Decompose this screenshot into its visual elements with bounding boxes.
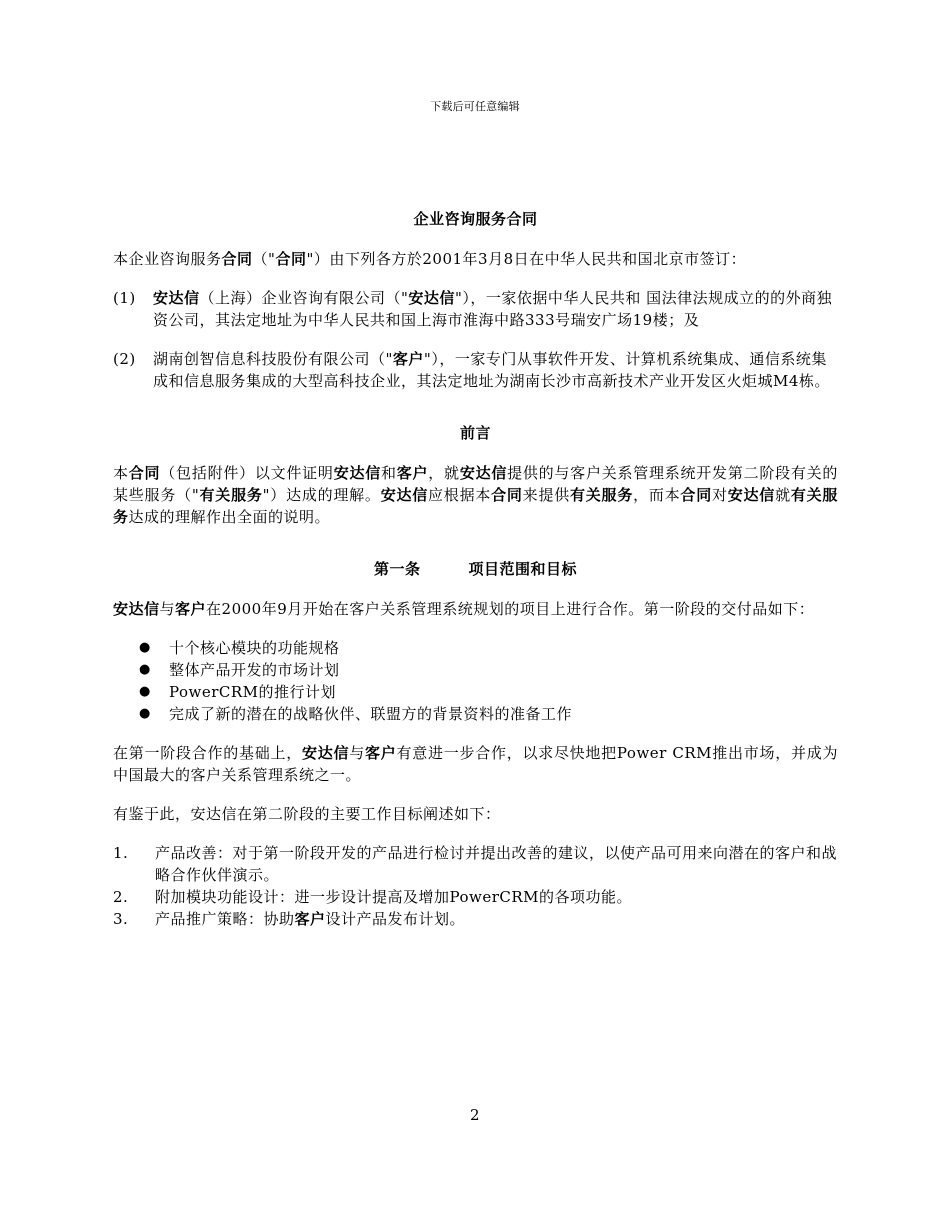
article-text: 在2000年9月开始在客户关系管理系统规划的项目上进行合作。第一阶段的交付品如下： <box>206 600 815 618</box>
article-1-paragraph-3: 有鉴于此，安达信在第二阶段的主要工作目标阐述如下： <box>113 805 501 823</box>
article-text: 与 <box>159 600 176 618</box>
preface-paragraph <box>113 462 838 528</box>
list-item-text: 产品改善：对于第一阶段开发的产品进行检讨并提出改善的建议，以使产品可用来向潜在的客户和战略合作伙伴演示。 <box>155 844 838 884</box>
preface-text: 就 <box>775 486 791 504</box>
list-item <box>113 842 838 886</box>
party-1-bold-2: 安达信 <box>408 289 455 307</box>
preface-text: （包括附件）以文件证明 <box>160 464 334 482</box>
party-1-bold-1: 安达信 <box>153 289 200 307</box>
preface-text: ，就 <box>428 464 460 482</box>
intro-text-2: （" <box>252 250 276 268</box>
list-item-number: 3. <box>113 910 129 928</box>
party-2-text-2: "），一家专门从事软件开发、计算机系统集成、通信系统集成和信息服务集成的大型高科技企业，其法定地址为湖南长沙市高新技术产业开发区火炬城M4栋。 <box>153 350 830 390</box>
bullet-icon: ● <box>139 640 151 655</box>
preface-bold: 合同 <box>680 486 712 504</box>
list-item-text: 完成了新的潜在的战略伙伴、联盟方的背景资料的准备工作 <box>169 705 573 723</box>
intro-text-3: "）由下列各方於2001年3月8日在中华人民共和国北京市签订： <box>306 250 747 268</box>
preface-text: 提供的与客户关系管理系统开发第二阶段有关的某些服务（" <box>113 464 838 504</box>
article-bold: 客户 <box>364 744 397 762</box>
preface-text: ，而本 <box>633 486 681 504</box>
intro-text-1: 本企业咨询服务 <box>113 250 222 268</box>
preface-text: 本 <box>113 464 129 482</box>
article-1-heading <box>113 558 838 580</box>
preface-text: 来提供 <box>522 486 570 504</box>
preface-bold: 安达信 <box>727 486 776 504</box>
list-item <box>113 908 838 930</box>
article-text: 有意进一步合作，以求尽快地把Power CRM推出市场，并成为中国最大的客户关系管理系统之一。 <box>113 744 838 784</box>
preface-bold: 安达信 <box>380 486 429 504</box>
list-item <box>113 886 838 908</box>
list-item <box>113 703 838 725</box>
bullet-icon: ● <box>139 684 151 699</box>
preface-text: 达成的理解作出全面的说明。 <box>128 508 331 526</box>
article-text: 在第一阶段合作的基础上， <box>113 744 302 762</box>
preface-bold: 有关服务 <box>570 486 634 504</box>
deliverables-list <box>113 637 838 725</box>
list-item-text: 整体产品开发的市场计划 <box>169 661 340 679</box>
preface-text: 和 <box>381 464 397 482</box>
preface-heading: 前言 <box>459 424 491 442</box>
article-bold: 安达信 <box>301 744 350 762</box>
header-note: 下载后可任意编辑 <box>430 100 520 113</box>
party-2 <box>113 348 838 392</box>
list-item-text: 设计产品发布计划。 <box>325 910 466 928</box>
goals-list <box>113 842 838 930</box>
preface-bold: 合同 <box>491 486 523 504</box>
preface-text: 应根据本 <box>428 486 492 504</box>
party-1-text-1: （上海）企业咨询有限公司（" <box>199 289 409 307</box>
party-2-text-1: 湖南创智信息科技股份有限公司（" <box>153 350 393 368</box>
preface-bold: 有关服务 <box>113 486 838 526</box>
document-body <box>113 208 838 930</box>
preface-text: 对 <box>711 486 728 504</box>
preface-bold: 有关服务 <box>199 486 263 504</box>
article-1-paragraph-1 <box>113 598 838 620</box>
list-item-text: 产品推广策略：协助 <box>155 910 295 928</box>
party-number: (1) <box>113 289 136 307</box>
article-title: 项目范围和目标 <box>468 560 578 578</box>
page-number: 2 <box>469 1106 481 1124</box>
intro-bold-1: 合同 <box>221 250 253 268</box>
intro-paragraph <box>113 248 838 270</box>
preface-bold: 合同 <box>128 464 161 482</box>
list-item <box>113 681 838 703</box>
list-item-bold: 客户 <box>294 910 326 928</box>
article-1-paragraph-2 <box>113 742 838 786</box>
list-item-text: 附加模块功能设计：进一步设计提高及增加PowerCRM的各项功能。 <box>155 888 633 906</box>
list-item-number: 1. <box>113 844 129 862</box>
article-bold: 客户 <box>175 600 207 618</box>
article-text: 与 <box>349 744 365 762</box>
list-item-text: 十个核心模块的功能规格 <box>169 639 340 657</box>
party-number: (2) <box>113 350 136 368</box>
party-2-bold-1: 客户 <box>392 350 424 368</box>
party-1-text-2: "），一家依据中华人民共和 国法律法规成立的的外商独资公司，其法定地址为中华人民共和国上海市淮海中路333号瑞安广场19楼；及 <box>153 289 833 329</box>
article-bold: 安达信 <box>113 600 160 618</box>
list-item-text: PowerCRM的推行计划 <box>169 683 337 701</box>
bullet-icon: ● <box>139 662 151 677</box>
contract-title: 企业咨询服务合同 <box>413 210 538 228</box>
intro-bold-2: 合同 <box>275 250 307 268</box>
list-item <box>113 637 838 659</box>
preface-bold: 客户 <box>396 464 429 482</box>
preface-bold: 安达信 <box>333 464 381 482</box>
article-label: 第一条 <box>373 560 421 578</box>
preface-bold: 安达信 <box>459 464 508 482</box>
list-item-number: 2. <box>113 888 129 906</box>
party-1 <box>113 287 838 331</box>
list-item <box>113 659 838 681</box>
preface-text: "）达成的理解。 <box>262 486 381 504</box>
bullet-icon: ● <box>139 706 151 721</box>
